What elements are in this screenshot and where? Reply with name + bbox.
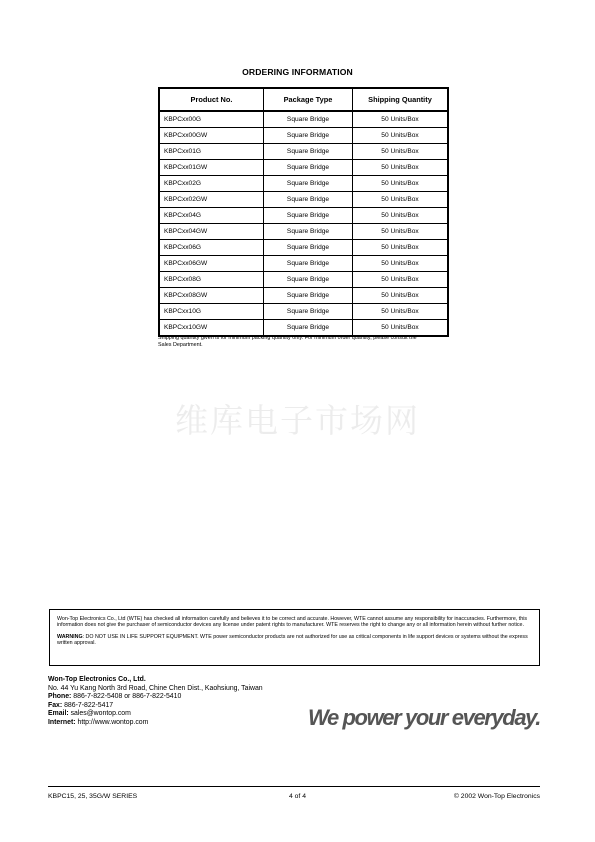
header-package-type: Package Type xyxy=(264,88,353,111)
header-product-no: Product No. xyxy=(159,88,264,111)
cell-product-no: KBPCxx02G xyxy=(159,176,264,192)
cell-package-type: Square Bridge xyxy=(264,304,353,320)
phone-value: 886-7-822-5408 or 886-7-822-5410 xyxy=(71,693,182,701)
table-row xyxy=(159,176,448,192)
disclaimer-text: Won-Top Electronics Co., Ltd (WTE) has checked all information carefully and believes it to be correct and accurate. However, WTE cannot assume any responsibility for inaccuracies. Furthermore, this information does not give the purchaser of semiconductor devices any license under patent rights to manufacturer. WTE reserves the right to change any or all information herein without further notice. xyxy=(57,616,528,629)
fax-label: Fax: xyxy=(48,701,63,709)
table-row xyxy=(159,208,448,224)
cell-product-no: KBPCxx04GW xyxy=(159,224,264,240)
watermark-text: 维库电子市场网 xyxy=(175,401,420,440)
footer-divider xyxy=(48,786,540,787)
cell-package-type: Square Bridge xyxy=(264,256,353,272)
cell-package-type: Square Bridge xyxy=(264,176,353,192)
warning-paragraph xyxy=(57,634,531,647)
company-name: Won-Top Electronics Co., Ltd. xyxy=(48,676,146,683)
table-row xyxy=(159,144,448,160)
table-row xyxy=(159,224,448,240)
cell-shipping-quantity: 50 Units/Box xyxy=(353,208,449,224)
cell-product-no: KBPCxx10GW xyxy=(159,320,264,337)
cell-shipping-quantity: 50 Units/Box xyxy=(353,288,449,304)
cell-product-no: KBPCxx06GW xyxy=(159,256,264,272)
cell-package-type: Square Bridge xyxy=(264,240,353,256)
cell-product-no: KBPCxx06G xyxy=(159,240,264,256)
footer-copyright: © 2002 Won-Top Electronics xyxy=(453,793,540,800)
cell-package-type: Square Bridge xyxy=(264,111,353,128)
slogan: We power your everyday. xyxy=(308,705,540,730)
table-header-row xyxy=(159,88,448,111)
company-info xyxy=(48,676,263,728)
footer-series: KBPC15, 25, 35G/W SERIES xyxy=(48,793,138,800)
cell-package-type: Square Bridge xyxy=(264,320,353,337)
cell-product-no: KBPCxx08G xyxy=(159,272,264,288)
cell-product-no: KBPCxx00G xyxy=(159,111,264,128)
table-row xyxy=(159,160,448,176)
cell-package-type: Square Bridge xyxy=(264,208,353,224)
warning-label: WARNING xyxy=(57,633,83,640)
table-row xyxy=(159,192,448,208)
internet-label: Internet: xyxy=(48,718,76,726)
table-row xyxy=(159,128,448,144)
table-row xyxy=(159,304,448,320)
cell-product-no: KBPCxx10G xyxy=(159,304,264,320)
ordering-table-body xyxy=(159,111,448,336)
warning-text: : DO NOT USE IN LIFE SUPPORT EQUIPMENT. WTE power semiconductor products are not authorized for use as critical components in life support devices or systems without the express written approval. xyxy=(57,633,528,646)
ordering-table xyxy=(158,87,449,337)
cell-shipping-quantity: 50 Units/Box xyxy=(353,304,449,320)
cell-package-type: Square Bridge xyxy=(264,192,353,208)
cell-shipping-quantity: 50 Units/Box xyxy=(353,272,449,288)
table-row xyxy=(159,272,448,288)
cell-product-no: KBPCxx04G xyxy=(159,208,264,224)
internet-value[interactable]: http://www.wontop.com xyxy=(75,718,149,726)
footer-page-number: 4 of 4 xyxy=(288,793,306,800)
company-address: No. 44 Yu Kang North 3rd Road, Chine Chen Dist., Kaohsiung, Taiwan xyxy=(48,684,263,692)
table-row xyxy=(159,111,448,128)
cell-product-no: KBPCxx08GW xyxy=(159,288,264,304)
fax-value: 886-7-822-5417 xyxy=(62,701,114,709)
cell-package-type: Square Bridge xyxy=(264,288,353,304)
cell-shipping-quantity: 50 Units/Box xyxy=(353,256,449,272)
cell-product-no: KBPCxx01GW xyxy=(159,160,264,176)
cell-shipping-quantity: 50 Units/Box xyxy=(353,240,449,256)
table-row xyxy=(159,320,448,337)
cell-shipping-quantity: 50 Units/Box xyxy=(353,128,449,144)
cell-package-type: Square Bridge xyxy=(264,128,353,144)
cell-package-type: Square Bridge xyxy=(264,272,353,288)
cell-package-type: Square Bridge xyxy=(264,224,353,240)
header-shipping-quantity: Shipping Quantity xyxy=(353,88,449,111)
disclaimer-box xyxy=(49,609,540,666)
email-value[interactable]: sales@wontop.com xyxy=(68,710,131,718)
phone-label: Phone: xyxy=(48,693,72,701)
shipping-note: Shipping quantity given is for minimum packing quantity only. For minimum order quantity, please consult the Sales Department. xyxy=(158,335,417,348)
cell-product-no: KBPCxx00GW xyxy=(159,128,264,144)
ordering-information-title: ORDERING INFORMATION xyxy=(242,67,353,77)
table-row xyxy=(159,288,448,304)
cell-package-type: Square Bridge xyxy=(264,144,353,160)
cell-shipping-quantity: 50 Units/Box xyxy=(353,160,449,176)
cell-shipping-quantity: 50 Units/Box xyxy=(353,320,449,337)
table-row xyxy=(159,256,448,272)
cell-shipping-quantity: 50 Units/Box xyxy=(353,111,449,128)
cell-shipping-quantity: 50 Units/Box xyxy=(353,192,449,208)
email-label: Email: xyxy=(48,710,69,718)
cell-shipping-quantity: 50 Units/Box xyxy=(353,176,449,192)
cell-product-no: KBPCxx01G xyxy=(159,144,264,160)
cell-shipping-quantity: 50 Units/Box xyxy=(353,144,449,160)
cell-shipping-quantity: 50 Units/Box xyxy=(353,224,449,240)
table-row xyxy=(159,240,448,256)
cell-product-no: KBPCxx02GW xyxy=(159,192,264,208)
cell-package-type: Square Bridge xyxy=(264,160,353,176)
